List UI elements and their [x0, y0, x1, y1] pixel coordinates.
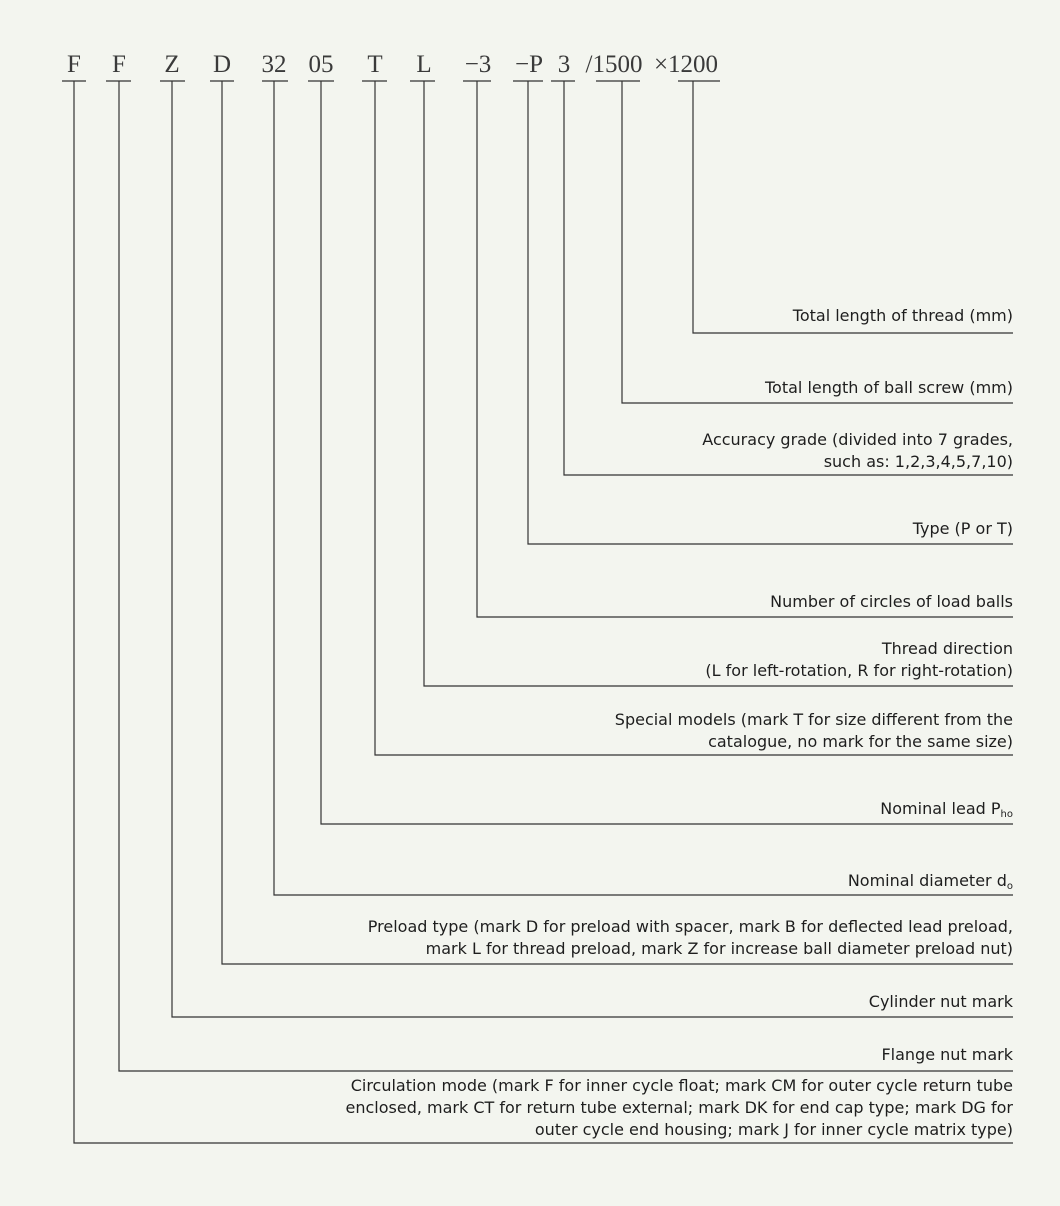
desc-cylinder-nut [869, 991, 1013, 1013]
desc-line: enclosed, mark CT for return tube external; mark DK for end cap type; mark DG for [345, 1098, 1013, 1117]
desc-nominal-diameter [848, 870, 1013, 898]
desc-thread-length [793, 305, 1013, 327]
desc-preload-type [368, 916, 1013, 960]
desc-line [848, 870, 1013, 898]
leader-accuracy-grade [564, 81, 1013, 475]
desc-circulation-mode [346, 1075, 1014, 1141]
desc-ball-screw-length [765, 377, 1013, 399]
code-lead: 05 [308, 51, 334, 78]
code-ball-screw-length: /1500 [585, 51, 643, 78]
desc-line: Thread direction [881, 639, 1013, 658]
desc-load-circles [770, 591, 1013, 613]
nominal-lead-subscript: ho [1000, 809, 1013, 820]
desc-line: Flange nut mark [881, 1045, 1013, 1064]
nominal-diameter-subscript: o [1006, 881, 1013, 892]
code-thread-length: ×1200 [653, 51, 719, 78]
code-circles: −3 [464, 51, 492, 78]
desc-line: (L for left-rotation, R for right-rotation) [705, 661, 1013, 680]
code-f2: F [112, 51, 126, 78]
desc-line: Special models (mark T for size different from the [614, 710, 1013, 729]
code-diameter: 32 [261, 51, 287, 78]
leader-nominal-diameter [274, 81, 1013, 895]
code-f1: F [67, 51, 81, 78]
nominal-diameter-label: Nominal diameter d [847, 871, 1007, 890]
desc-accuracy-grade [702, 429, 1013, 473]
nominal-lead-label: Nominal lead P [880, 799, 1001, 818]
desc-line [880, 798, 1013, 826]
code-z: Z [164, 51, 180, 78]
leader-ball-screw-length [622, 81, 1013, 403]
code-d: D [212, 51, 232, 78]
desc-line: catalogue, no mark for the same size) [708, 732, 1013, 751]
desc-line: outer cycle end housing; mark J for inner cycle matrix type) [534, 1120, 1013, 1139]
desc-line: Preload type (mark D for preload with spacer, mark B for deflected lead preload, [367, 917, 1013, 936]
desc-thread-direction [705, 638, 1013, 682]
desc-line: such as: 1,2,3,4,5,7,10) [823, 452, 1013, 471]
desc-flange-nut [881, 1044, 1013, 1066]
desc-type [913, 518, 1013, 540]
desc-line: Type (P or T) [912, 519, 1013, 538]
desc-special-models [615, 709, 1013, 753]
desc-line: Total length of thread (mm) [792, 306, 1013, 325]
leader-preload-type [222, 81, 1013, 964]
desc-nominal-lead [880, 798, 1013, 826]
code-grade: 3 [557, 51, 571, 78]
desc-line: Accuracy grade (divided into 7 grades, [702, 430, 1013, 449]
desc-line: Number of circles of load balls [770, 592, 1013, 611]
desc-line: Cylinder nut mark [868, 992, 1013, 1011]
code-l: L [416, 51, 432, 78]
desc-line: Total length of ball screw (mm) [764, 378, 1013, 397]
desc-line: Circulation mode (mark F for inner cycle float; mark CM for outer cycle return tube [350, 1076, 1013, 1095]
code-t: T [367, 51, 383, 78]
leader-thread-length [693, 81, 1013, 333]
code-type: −P [514, 51, 544, 78]
desc-line: mark L for thread preload, mark Z for increase ball diameter preload nut) [425, 939, 1013, 958]
